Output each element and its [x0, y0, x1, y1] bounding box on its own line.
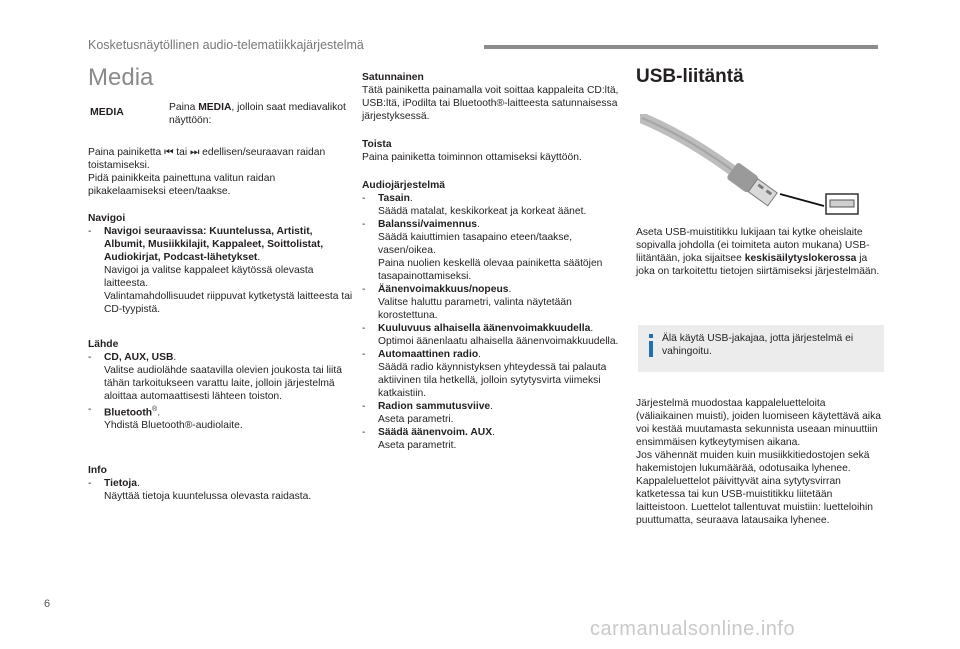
- loudness-label: Kuuluvuus alhaisella äänenvoimakkuudella: [378, 323, 591, 334]
- usb-list-text: Kappaleluettelot päivittyvät aina sytytysvirran katketessa tai kun USB-muistitikku liitetään laitteistoon. Luettelot tallentuvat muistiin: luetteloihin puuttumatta, seuraava latausaika lyhenee.: [636, 476, 873, 526]
- auto-radio-text: Säädä radio käynnistyksen yhteydessä tai palauta aktiivinen tila hetkellä, jolloin sytytysvirta viimeksi katkaistiin.: [378, 362, 607, 399]
- list-item: - Automaattinen radio. Säädä radio käynnistyksen yhteydessä tai palauta aktiivinen tila hetkellä, jolloin sytytysvirta viimeksi katkaistiin.: [362, 348, 624, 400]
- info-item-text: Näyttää tietoja kuuntelussa olevasta raidasta.: [104, 491, 312, 502]
- usb-title: USB-liitäntä: [636, 66, 744, 87]
- info-item-bold: Tietoja: [104, 478, 137, 489]
- source-item-text: Yhdistä Bluetooth®-audiolaite.: [104, 420, 243, 432]
- hold-text: Pidä painikkeita painettuna valitun raidan pikakelaamiseksi eteen/taakse.: [88, 173, 276, 197]
- aux-volume-label: Säädä äänenvoim. AUX: [378, 427, 493, 438]
- usb-plug-illustration: [640, 114, 860, 216]
- source-heading: Lähde: [88, 339, 119, 350]
- radio-off-delay-label: Radion sammutusviive: [378, 401, 491, 412]
- balance-text: Säädä kaiuttimien tasapaino eteen/taakse, vasen/oikea.: [378, 232, 573, 256]
- navigate-item-text: Valintamahdollisuudet riippuvat kytketystä laitteesta tai CD-tyypistä.: [104, 291, 353, 315]
- info-icon: [646, 334, 658, 362]
- list-item: - Balanssi/vaimennus. Säädä kaiuttimien tasapaino eteen/taakse, vasen/oikea. Paina nuolien keskellä olevaa painiketta säätöjen tasapainottamiseksi.: [362, 218, 624, 283]
- source-section: [88, 338, 353, 432]
- balance-label: Balanssi/vaimennus: [378, 219, 478, 230]
- source-item-bold: CD, AUX, USB: [104, 352, 174, 363]
- skip-text: Paina painiketta ⏮ tai ⏭ edellisen/seuraavan raidan toistamiseksi.: [88, 147, 326, 171]
- media-text-c: , jolloin saat mediavalikot näyttöön:: [169, 102, 346, 126]
- loudness-text: Optimoi äänenlaatu alhaisella äänenvoimakkuudella.: [378, 336, 619, 347]
- usb-intro: [636, 226, 884, 278]
- media-text-a: Paina: [169, 102, 199, 113]
- media-key-label: MEDIA: [90, 106, 124, 118]
- navigate-section: [88, 212, 353, 316]
- media-title: Media: [88, 64, 154, 91]
- skip-block: [88, 146, 353, 198]
- radio-off-delay-text: Aseta parametri.: [378, 414, 454, 425]
- usb-text-a: Aseta USB-muistitikku lukijaan tai kytke oheislaite sopivalla johdolla (ei toimiteta auton mukana) USB-liitäntään, joka sijaitsee: [636, 227, 870, 264]
- balance-text: Paina nuolien keskellä olevaa painiketta säätöjen tasapainottamiseksi.: [378, 258, 603, 282]
- usb-list-text: Järjestelmä muodostaa kappaleluetteloita (väliaikainen muisti), joiden luomiseen käytettävä aika voi kestää muutamasta sekunnista useaan minuuttiin ensimmäisen kytkeytymisen aikana.: [636, 398, 881, 448]
- shuffle-section: [362, 71, 624, 123]
- navigate-item-text: Navigoi ja valitse kappaleet käytössä olevasta laitteesta.: [104, 265, 314, 289]
- list-item: - Radion sammutusviive. Aseta parametri.: [362, 400, 624, 426]
- media-intro: [169, 101, 353, 127]
- navigate-heading: Navigoi: [88, 213, 126, 224]
- media-text-bold: MEDIA: [198, 102, 232, 113]
- audio-section: [362, 179, 624, 452]
- list-item: - Äänenvoimakkuus/nopeus. Valitse haluttu parametri, valinta näytetään korostettuna.: [362, 283, 624, 322]
- source-item-bold: Bluetooth: [104, 407, 153, 419]
- header-bar: [484, 45, 878, 49]
- list-item: - Tietoja. Näyttää tietoja kuuntelussa olevasta raidasta.: [88, 477, 353, 503]
- repeat-text: Paina painiketta toiminnon ottamiseksi käyttöön.: [362, 152, 582, 163]
- equalizer-label: Tasain: [378, 193, 410, 204]
- list-item: - Tasain. Säädä matalat, keskikorkeat ja korkeat äänet.: [362, 192, 624, 218]
- list-item: - Kuuluvuus alhaisella äänenvoimakkuudella. Optimoi äänenlaatu alhaisella äänenvoimakkuudella.: [362, 322, 624, 348]
- usb-list-info: [636, 397, 884, 527]
- navigate-item-bold: Navigoi seuraavissa: Kuuntelussa, Artistit, Albumit, Musiikkilajit, Kappaleet, Soittolistat, Audiokirjat, Podcast-lähetykset: [104, 226, 324, 263]
- volume-speed-label: Äänenvoimakkuus/nopeus: [378, 284, 509, 295]
- audio-heading: Audiojärjestelmä: [362, 180, 445, 191]
- list-item: - CD, AUX, USB. Valitse audiolähde saatavilla olevien joukosta tai liitä tähän tarkoitukseen varattu laite, jolloin järjestelmä aloittaa automaattisesti lähteen toiston.: [88, 351, 353, 403]
- warning-info-box: [638, 325, 884, 372]
- info-section: [88, 464, 353, 503]
- info-heading: Info: [88, 465, 107, 476]
- list-item: - Navigoi seuraavissa: Kuuntelussa, Artistit, Albumit, Musiikkilajit, Kappaleet, Soittolistat, Audiokirjat, Podcast-lähetykset. Navigoi ja valitse kappaleet käytössä olevasta laitteesta. Valintamahdollisuudet riippuvat kytketystä laitteesta tai CD-tyypistä.: [88, 226, 353, 315]
- list-item: - Säädä äänenvoim. AUX. Aseta parametrit.: [362, 426, 624, 452]
- aux-volume-text: Aseta parametrit.: [378, 440, 457, 451]
- usb-text-bold: keskisäilytyslokerossa: [744, 253, 857, 264]
- running-header: Kosketusnäytöllinen audio-telematiikkajärjestelmä: [88, 38, 364, 52]
- shuffle-heading: Satunnainen: [362, 72, 424, 83]
- source-item-text: Valitse audiolähde saatavilla olevien joukosta tai liitä tähän tarkoitukseen varattu laite, jolloin järjestelmä aloittaa automaattisesti lähteen toiston.: [104, 365, 342, 402]
- page-number: 6: [44, 598, 51, 610]
- repeat-section: [362, 138, 624, 164]
- usb-text-b: ja joka on tarkoitettu tietojen siirtämiseksi järjestelmään.: [636, 253, 880, 277]
- info-box-text: Älä käytä USB-jakajaa, jotta järjestelmä ei vahingoitu.: [662, 333, 854, 357]
- list-item: - Bluetooth®. Yhdistä Bluetooth®-audiolaite.: [88, 403, 353, 432]
- repeat-heading: Toista: [362, 139, 392, 150]
- watermark: carmanualsonline.info: [590, 618, 796, 640]
- volume-speed-text: Valitse haluttu parametri, valinta näytetään korostettuna.: [378, 297, 572, 321]
- equalizer-text: Säädä matalat, keskikorkeat ja korkeat äänet.: [378, 206, 587, 217]
- auto-radio-label: Automaattinen radio: [378, 349, 479, 360]
- usb-list-text: Jos vähennät muiden kuin musiikkitiedostojen sekä hakemistojen lukumäärää, odotusaika lyhenee.: [636, 450, 870, 474]
- shuffle-text: Tätä painiketta painamalla voit soittaa kappaleita CD:ltä, USB:ltä, iPodilta tai Bluetooth®-laitteesta satunnaisessa järjestyksessä.: [362, 85, 619, 122]
